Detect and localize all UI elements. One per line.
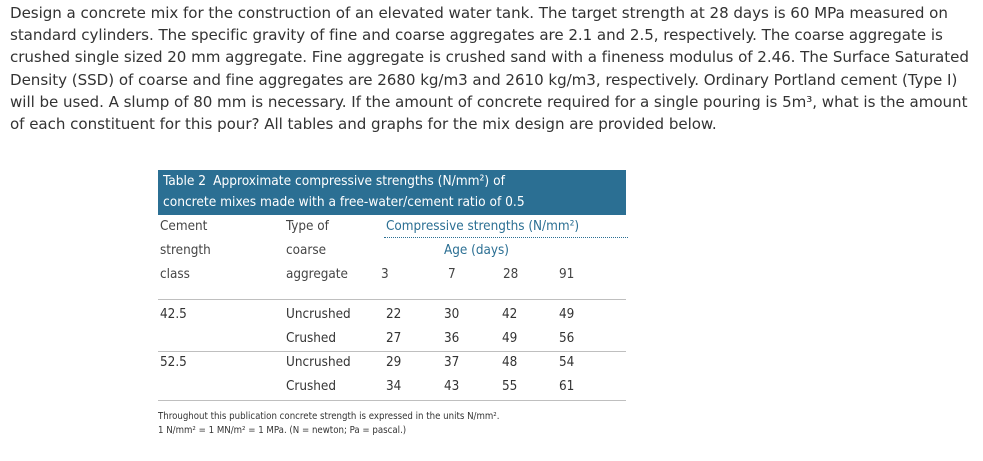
table-number: Table 2 — [163, 173, 207, 189]
question-paragraph: Design a concrete mix for the construction of an elevated water tank. The target strength at 28 days is 60 MPa measured on standard cylinders. The specific gravity of fine and coarse aggregates are 2.1 and 2.5, respectively. The coarse aggregate is crushed single sized 20 mm aggregate. Fine aggregate is crushed sand with a fineness modulus of 2.46. The Surface Saturated Density (SSD) of coarse and fine aggregates are 2680 kg/m3 and 2610 kg/m3, respectively. Ordinary Portland cement (Type I) will be used. A slump of 80 mm is necessary. If the amount of concrete required for a single pouring is 5m³, what is the amount of each constituent for this pour? All tables and graphs for the mix design are provided below. — [10, 4, 969, 134]
bottom-rule — [158, 400, 626, 401]
strength-table — [158, 170, 626, 452]
table-caption — [158, 170, 626, 215]
row-2-day-7: 36 — [444, 331, 460, 346]
row-1-day-3: 22 — [386, 307, 402, 322]
header-age-91: 91 — [559, 267, 575, 282]
header-age-28: 28 — [503, 267, 519, 282]
header-type-line-3: aggregate — [286, 267, 348, 282]
header-cement-line-2: strength — [160, 243, 211, 258]
row-3-day-3: 29 — [386, 355, 402, 370]
table-footnote-line-1: Throughout this publication concrete strength is expressed in the units N/mm². — [158, 411, 500, 422]
header-dotted-rule — [384, 237, 628, 238]
table-caption-line-1 — [163, 173, 505, 189]
row-1-day-7: 30 — [444, 307, 460, 322]
row-3-day-28: 48 — [502, 355, 518, 370]
row-4-day-91: 61 — [559, 379, 575, 394]
row-1-class: 42.5 — [160, 307, 187, 322]
group-rule — [158, 351, 626, 352]
row-4-day-28: 55 — [502, 379, 518, 394]
header-type-line-1: Type of — [286, 219, 329, 234]
row-4-type: Crushed — [286, 379, 336, 394]
row-3-day-7: 37 — [444, 355, 460, 370]
header-type-line-2: coarse — [286, 243, 327, 258]
row-4-day-7: 43 — [444, 379, 460, 394]
row-3-class: 52.5 — [160, 355, 187, 370]
row-3-day-91: 54 — [559, 355, 575, 370]
header-age: Age (days) — [444, 243, 509, 258]
row-2-type: Crushed — [286, 331, 336, 346]
row-1-type: Uncrushed — [286, 307, 351, 322]
row-3-type: Uncrushed — [286, 355, 351, 370]
row-1-day-91: 49 — [559, 307, 575, 322]
table-caption-line-2: concrete mixes made with a free-water/cement ratio of 0.5 — [163, 194, 525, 210]
row-2-day-28: 49 — [502, 331, 518, 346]
row-2-day-3: 27 — [386, 331, 402, 346]
row-4-day-3: 34 — [386, 379, 402, 394]
header-cement-line-1: Cement — [160, 219, 208, 234]
table-footnote-line-2: 1 N/mm² = 1 MN/m² = 1 MPa. (N = newton; Pa = pascal.) — [158, 425, 407, 436]
question-text-block — [10, 2, 978, 135]
header-age-7: 7 — [448, 267, 456, 282]
table-caption-title: Approximate compressive strengths (N/mm²) of — [213, 173, 505, 189]
header-cement-line-3: class — [160, 267, 190, 282]
header-rule — [158, 299, 626, 300]
row-1-day-28: 42 — [502, 307, 518, 322]
row-2-day-91: 56 — [559, 331, 575, 346]
header-compressive-strengths: Compressive strengths (N/mm²) — [386, 219, 580, 234]
header-age-3: 3 — [381, 267, 389, 282]
